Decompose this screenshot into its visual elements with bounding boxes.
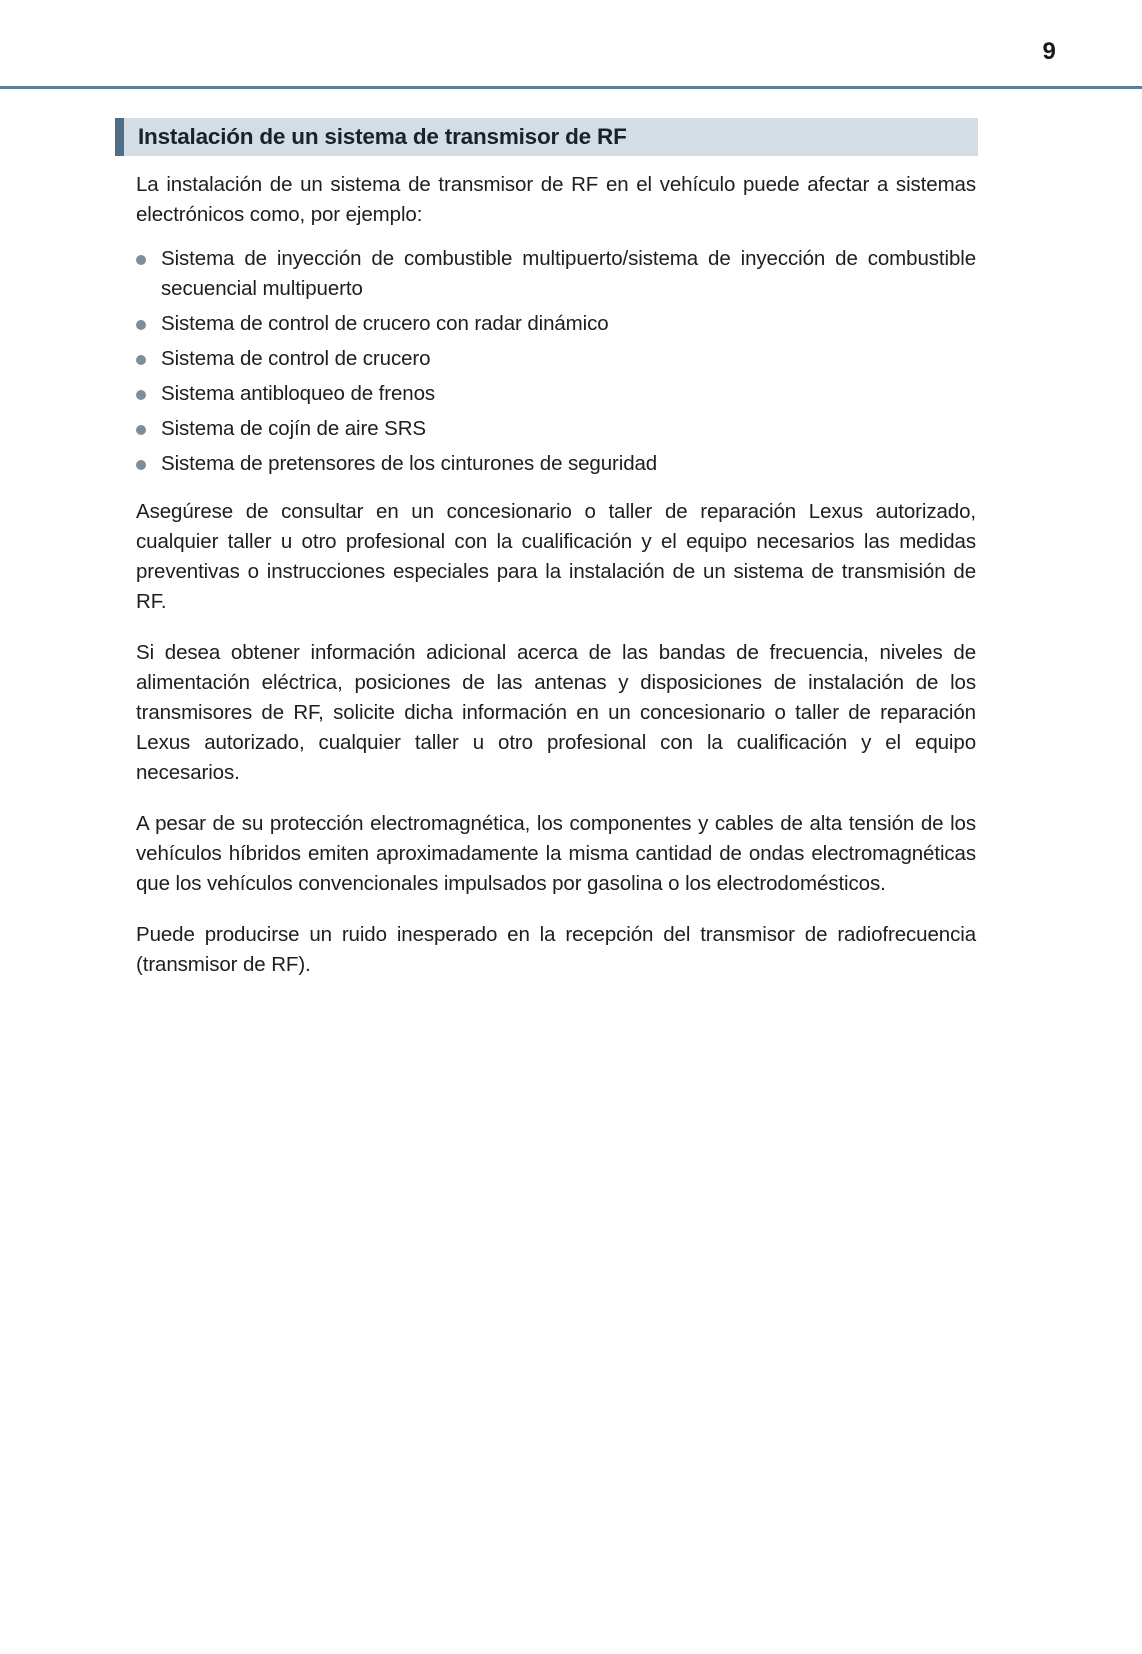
section-title: Instalación de un sistema de transmisor de RF	[138, 124, 627, 149]
list-item-label: Sistema de inyección de combustible multipuerto/sistema de inyección de combustible secuencial multipuerto	[161, 247, 976, 300]
body-paragraph-4: Puede producirse un ruido inesperado en la recepción del transmisor de radiofrecuencia (transmisor de RF).	[136, 923, 976, 976]
list-item	[136, 379, 976, 409]
body-paragraph-2: Si desea obtener información adicional acerca de las bandas de frecuencia, niveles de alimentación eléctrica, posiciones de las antenas y disposiciones de instalación de los transmisores de RF, solicite dicha información en un concesionario o taller de reparación Lexus autorizado, cualquier taller u otro profesional con la cualificación y el equipo necesarios.	[136, 641, 976, 784]
bullet-dot-icon	[136, 425, 146, 435]
bullet-dot-icon	[136, 355, 146, 365]
list-item-label: Sistema de control de crucero con radar dinámico	[161, 312, 609, 335]
bullet-dot-icon	[136, 460, 146, 470]
list-item-label: Sistema antibloqueo de frenos	[161, 382, 436, 405]
page-header	[0, 0, 1142, 86]
list-item	[136, 414, 976, 444]
bullet-dot-icon	[136, 320, 146, 330]
list-item	[136, 309, 976, 339]
header-divider	[0, 86, 1142, 89]
page-content	[136, 170, 976, 980]
body-paragraph-1: Asegúrese de consultar en un concesionario o taller de reparación Lexus autorizado, cualquier taller u otro profesional con la cualificación y el equipo necesarios las medidas preventivas o instrucciones especiales para la instalación de un sistema de transmisión de RF.	[136, 500, 976, 613]
bullet-dot-icon	[136, 255, 146, 265]
bullet-dot-icon	[136, 390, 146, 400]
list-item-label: Sistema de control de crucero	[161, 347, 431, 370]
page-number: 9	[1042, 38, 1056, 65]
body-paragraph-3: A pesar de su protección electromagnética, los componentes y cables de alta tensión de los vehículos híbridos emiten aproximadamente la misma cantidad de ondas electromagnéticas que los vehículos convencionales impulsados por gasolina o los electrodomésticos.	[136, 812, 976, 895]
affected-systems-list	[136, 244, 976, 479]
intro-paragraph: La instalación de un sistema de transmisor de RF en el vehículo puede afectar a sistemas electrónicos como, por ejemplo:	[136, 173, 976, 226]
section-accent-mark	[115, 118, 124, 156]
list-item	[136, 344, 976, 374]
list-item	[136, 449, 976, 479]
list-item-label: Sistema de pretensores de los cinturones de seguridad	[161, 452, 658, 475]
list-item-label: Sistema de cojín de aire SRS	[161, 417, 426, 440]
section-title-bar	[115, 118, 978, 156]
list-item	[136, 244, 976, 304]
